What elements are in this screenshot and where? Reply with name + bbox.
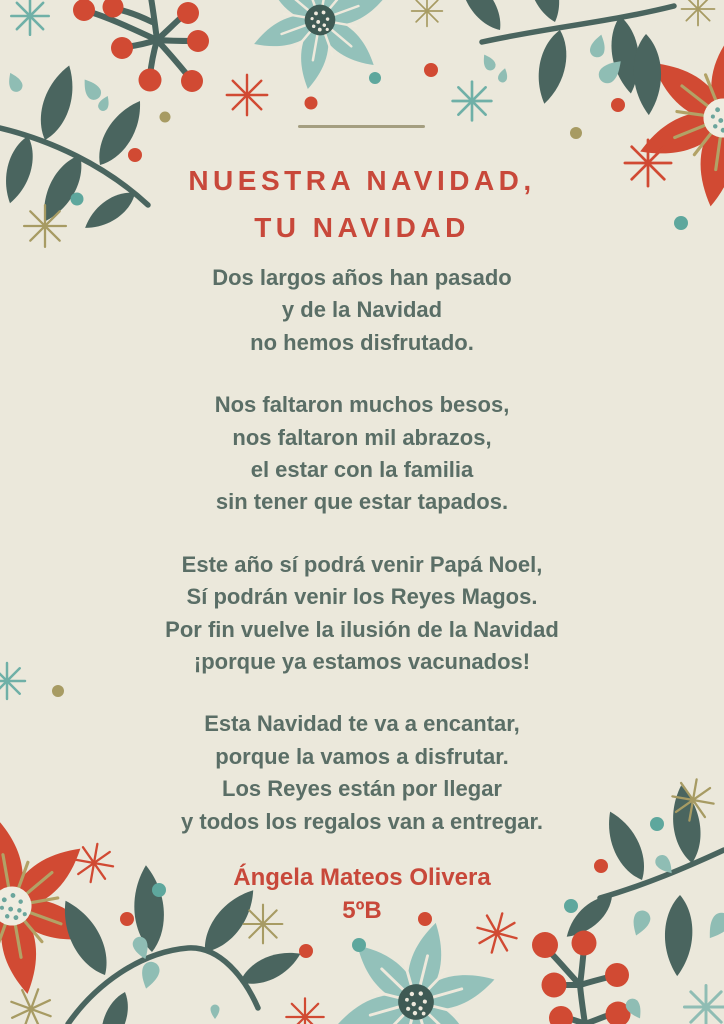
berry-branch-icon [73,0,209,92]
poem-stanza [0,262,724,359]
poem-line: Este año sí podrá venir Papá Noel, [181,551,543,577]
dot [299,944,313,958]
snowflake-icon [11,0,48,35]
snowflake-icon [453,82,492,121]
author-name: Ángela Mateos Olivera [233,864,491,891]
dot [352,938,366,952]
poem-line: sin tener que estar tapados. [215,489,509,515]
droplet-icon [138,960,162,991]
sparkle-icon [227,75,267,115]
droplet-icon [480,52,498,72]
poem-line: y de la Navidad [281,297,443,323]
sparkle-icon [682,0,715,26]
poem-line: porque la vamos a disfrutar. [215,743,509,769]
poem-line: Esta Navidad te va a encantar, [204,711,520,737]
poinsettia-flower-icon [242,0,399,101]
poem-stanza [0,389,724,519]
poem-line: Por fin vuelve la ilusión de la Navidad [165,616,559,642]
droplet-icon [588,33,608,59]
divider-line [298,125,425,128]
dot [369,72,381,84]
droplet-icon [79,75,104,102]
sparkle-icon [412,0,443,26]
dot [570,127,582,139]
dot [305,97,318,110]
poem-line: no hemos disfrutado. [250,329,474,355]
poem-line: Dos largos años han pasado [212,265,512,290]
dot [424,63,438,77]
droplet-icon [211,1005,220,1020]
poem-line: Sí podrán venir los Reyes Magos. [186,584,538,610]
poem-stanza [0,549,724,679]
poem-line: Los Reyes están por llegar [222,776,502,802]
poem-line: nos faltaron mil abrazos, [232,424,492,450]
poem-line: Nos faltaron muchos besos, [214,392,510,418]
author-block [0,861,724,927]
title-line-2: TU NAVIDAD [254,212,470,243]
berry-branch-icon [532,931,631,1024]
author-class: 5ºB [342,897,382,924]
poem [0,262,724,868]
dot [160,112,171,123]
poem-line: y todos los regalos van a entregar. [181,808,543,834]
droplet-icon [497,67,509,83]
sparkle-icon [286,998,323,1024]
droplet-icon [5,70,25,94]
poem-line: el estar con la familia [250,457,474,483]
dot [611,98,625,112]
poem-line: ¡porque ya estamos vacunados! [193,649,531,675]
title-line-1: NUESTRA NAVIDAD, [188,165,536,196]
snowflake-icon [684,985,724,1024]
poem-stanza [0,708,724,838]
sparkle-icon [4,982,58,1024]
card-title [0,157,724,251]
